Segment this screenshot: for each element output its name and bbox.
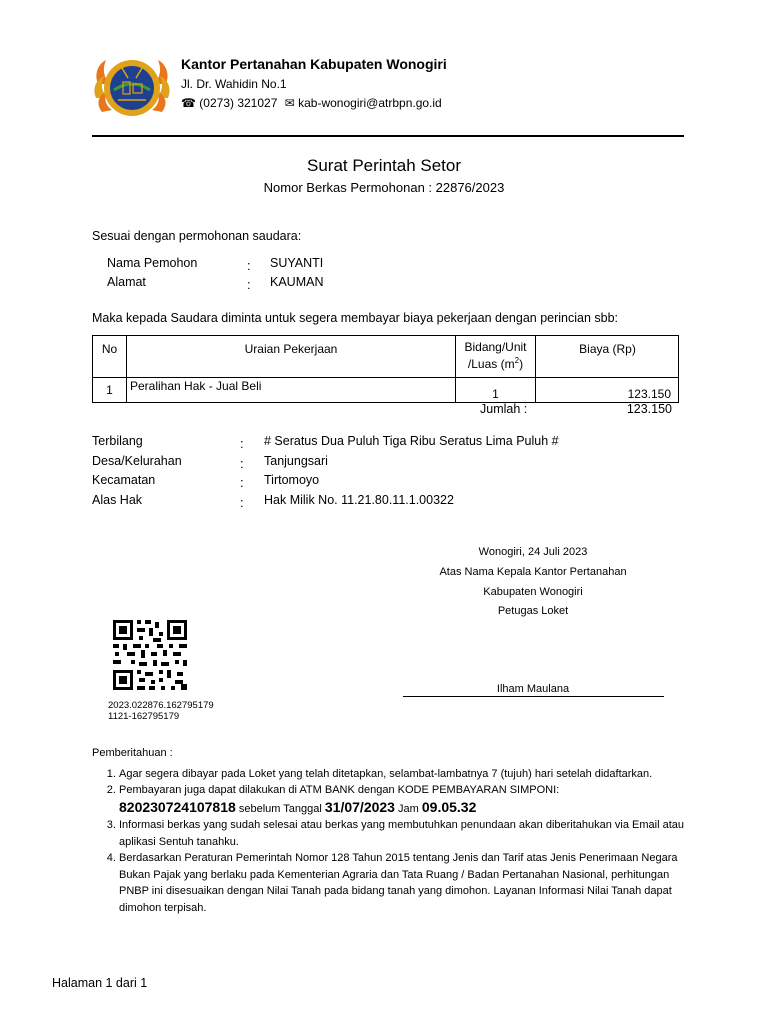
sign-line1: Atas Nama Kepala Kantor Pertanahan [439,566,627,578]
header-luas-line1: Bidang/Unit [464,340,527,354]
row-luas: 1 [456,378,536,403]
alas-hak-value: Hak Milik No. 11.21.80.11.1.00322 [264,493,454,507]
applicant-name-value: SUYANTI [270,256,324,270]
sign-line2: Kabupaten Wonogiri [483,586,583,598]
phone-number: (0273) 321027 [199,96,278,110]
qr-code [113,620,187,690]
header-luas-line2: /Luas (m [467,357,515,371]
sign-place-date: Wonogiri, 24 Juli 2023 [478,546,588,558]
applicant-address-value: KAUMAN [270,275,324,289]
signature-line [403,696,664,697]
note-item-4: 4. Berdasarkan Peraturan Pemerintah Nomor 128 Tahun 2015 tentang Jenis dan Tarif atas Jenis Penerimaan Negara Bukan Pajak yang berlaku pada Kementerian Agraria dan Tata Ruang / Badan Pertanahan Nasional, perhitungan PNBP ini disesuaikan dengan Nilai Tanah pada bidang tanah yang dimohon. Layanan Informasi Nilai Tanah dapat dimohon terpisah. [119,850,692,916]
sign-line3: Petugas Loket [497,605,569,617]
header-luas-sup: 2 [514,356,520,365]
terbilang-value: # Seratus Dua Puluh Tiga Ribu Seratus Lima Puluh # [264,434,559,448]
qr-code-number-1: 2023.022876.162795179 [108,700,214,711]
signatory-name: Ilham Maulana [496,683,570,695]
notes-section [92,745,692,916]
total-value: 123.150 [626,402,672,416]
header-divider [92,135,684,137]
before-text: sebelum Tanggal [235,802,325,815]
intro-text: Sesuai dengan permohonan saudara: [92,229,302,243]
jam-text: Jam [394,802,422,815]
payment-code: 820230724107818 [119,798,236,815]
kecamatan-label: Kecamatan [92,473,156,487]
note-item-1: 1. Agar segera dibayar pada Loket yang telah ditetapkan, selambat-lambatnya 7 (tujuh) hari setelah didaftarkan. [119,766,692,783]
applicant-name-label: Nama Pemohon [107,256,198,270]
colon: : [240,475,244,490]
office-address: Jl. Dr. Wahidin No.1 [181,77,287,91]
row-no: 1 [93,378,127,403]
notes-list [92,766,692,917]
phone-icon: ☎ [181,96,196,110]
colon: : [247,258,251,273]
email-address: kab-wonogiri@atrbpn.go.id [298,96,442,110]
row-desc: Peralihan Hak - Jual Beli [127,378,456,403]
desa-value: Tanjungsari [264,454,328,468]
header-biaya: Biaya (Rp) [536,336,679,378]
instruction-text: Maka kepada Saudara diminta untuk segera membayar biaya pekerjaan dengan perincian sbb: [92,311,619,325]
header-luas [456,336,536,378]
payment-deadline-date: 31/07/2023 [324,798,395,815]
note-item-3: 3. Informasi berkas yang sudah selesai atau berkas yang membutuhkan penundaan akan diberitahukan via Email atau aplikasi Sentuh tanahku. [119,817,692,850]
colon: : [240,456,244,471]
work-table [92,335,679,403]
note-item-2 [119,782,692,817]
colon: : [247,277,251,292]
total-label: Jumlah : [480,402,528,416]
document-title: Surat Perintah Setor [306,156,462,175]
qr-code-number-2: 1121-162795179 [108,711,180,722]
note-item-2-text: Pembayaran juga dapat dilakukan di ATM BANK dengan KODE PEMBAYARAN SIMPONI: [119,784,560,796]
office-name: Kantor Pertanahan Kabupaten Wonogiri [181,56,447,72]
mail-icon: ✉ [284,96,295,110]
document-number: Nomor Berkas Permohonan : 22876/2023 [263,180,505,195]
header-desc: Uraian Pekerjaan [127,336,456,378]
payment-deadline-time: 09.05.32 [421,798,477,815]
header-luas-end: ) [519,357,524,371]
bpn-logo [92,38,172,132]
colon: : [240,495,244,510]
header-no: No [93,336,127,378]
qr-codes-text [108,700,214,722]
row-biaya: 123.150 [536,378,679,403]
terbilang-label: Terbilang [92,434,143,448]
desa-label: Desa/Kelurahan [92,454,182,468]
table-header-row [93,336,679,378]
notes-heading: Pemberitahuan : [92,747,173,759]
table-row [93,378,679,403]
page-number: Halaman 1 dari 1 [52,976,148,990]
office-contact [181,96,442,110]
colon: : [240,436,244,451]
applicant-address-label: Alamat [107,275,146,289]
alas-hak-label: Alas Hak [92,493,143,507]
kecamatan-value: Tirtomoyo [264,473,320,487]
